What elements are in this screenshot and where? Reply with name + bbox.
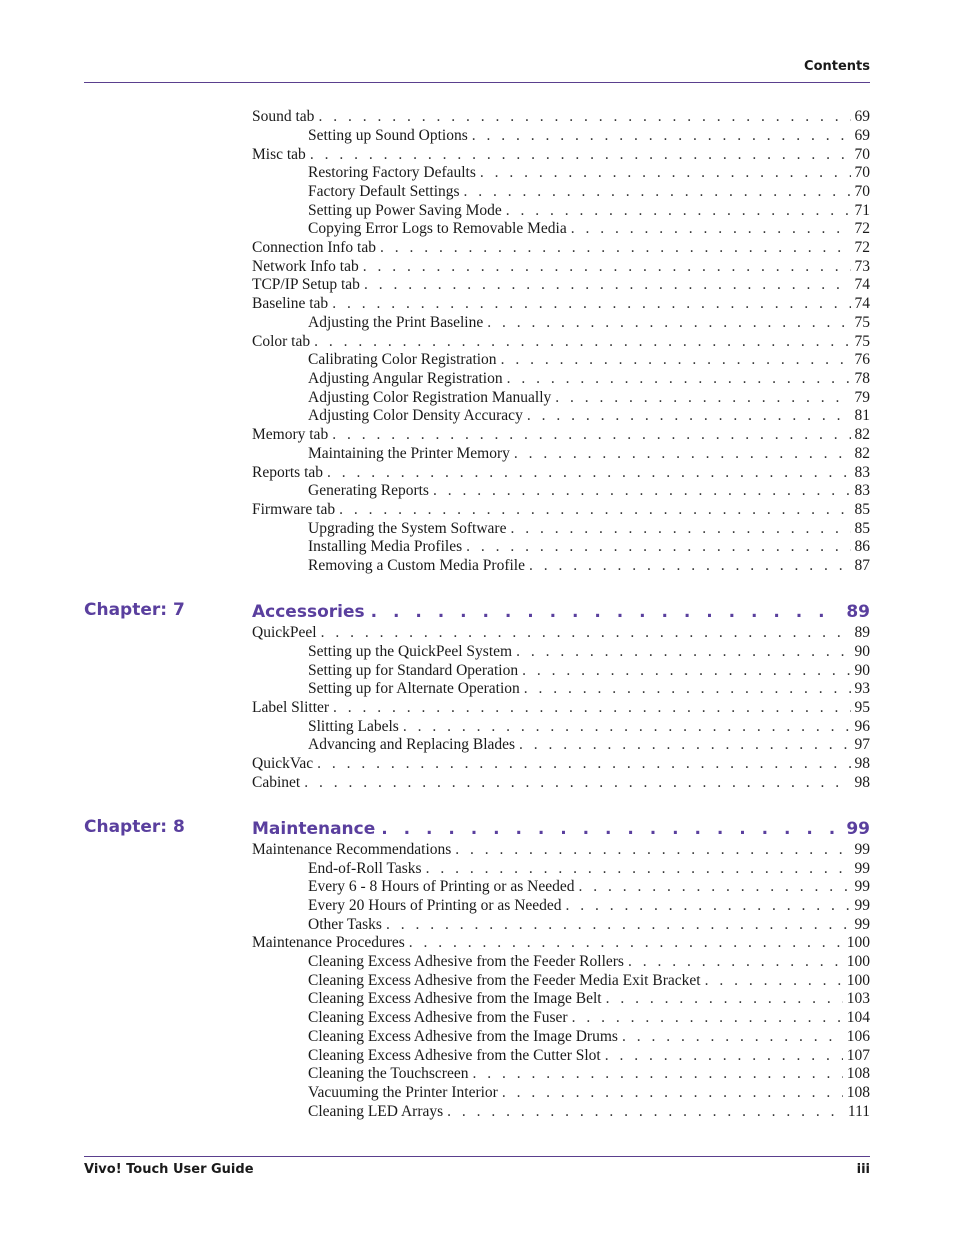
entry-title: Vacuuming the Printer Interior <box>308 1084 498 1101</box>
dot-leader <box>507 369 851 388</box>
entry-title: Firmware tab <box>252 501 336 518</box>
entry-page: 85 <box>854 501 870 518</box>
dot-leader <box>501 350 851 369</box>
entry-page: 70 <box>854 146 870 163</box>
entry-page: 99 <box>854 878 870 895</box>
entry-page: 99 <box>854 916 870 933</box>
footer-title: Vivo! Touch User Guide <box>84 1162 254 1177</box>
toc-subsection-entry[interactable] <box>308 989 870 1008</box>
entry-page: 107 <box>846 1047 870 1064</box>
entry-title: End-of-Roll Tasks <box>308 860 422 877</box>
entry-title: Calibrating Color Registration <box>308 351 497 368</box>
entry-page: 74 <box>854 295 870 312</box>
entry-title: Installing Media Profiles <box>308 538 463 555</box>
dot-leader <box>447 1102 844 1121</box>
dot-leader <box>510 519 850 538</box>
entry-page: 83 <box>854 464 870 481</box>
entry-title: Maintenance Procedures <box>252 934 405 951</box>
entry-page: 111 <box>847 1103 870 1120</box>
dot-leader <box>317 754 850 773</box>
entry-page: 72 <box>854 239 870 256</box>
dot-leader <box>464 182 851 201</box>
entry-page: 82 <box>854 445 870 462</box>
dot-leader <box>409 933 843 952</box>
toc-subsection-entry[interactable] <box>308 126 870 145</box>
entry-page: 100 <box>846 934 870 951</box>
entry-title: Setting up for Standard Operation <box>308 662 519 679</box>
toc-section-entry[interactable] <box>252 294 870 313</box>
entry-title: Generating Reports <box>308 482 429 499</box>
entry-title: Adjusting Color Registration Manually <box>308 389 552 406</box>
chapter-8-label: Chapter: 8 <box>84 817 185 837</box>
entry-page: 90 <box>854 643 870 660</box>
toc-subsection-entry[interactable] <box>308 201 870 220</box>
toc-subsection-entry[interactable] <box>308 556 870 575</box>
toc-subsection-entry[interactable] <box>308 1046 870 1065</box>
entry-title: Baseline tab <box>252 295 329 312</box>
entry-page: 86 <box>854 538 870 555</box>
toc-section-entry[interactable] <box>252 425 870 444</box>
dot-leader <box>487 313 850 332</box>
toc-subsection-entry[interactable] <box>308 1008 870 1027</box>
toc-subsection-entry[interactable] <box>308 859 870 878</box>
entry-title: Network Info tab <box>252 258 359 275</box>
toc-subsection-entry[interactable] <box>308 163 870 182</box>
toc-subsection-entry[interactable] <box>308 661 870 680</box>
dot-leader <box>506 201 851 220</box>
dot-leader <box>502 1083 843 1102</box>
toc-subsection-entry[interactable] <box>308 1027 870 1046</box>
toc-section-entry[interactable] <box>252 332 870 351</box>
toc-section-entry[interactable] <box>252 275 870 294</box>
toc-subsection-entry[interactable] <box>308 219 870 238</box>
dot-leader <box>524 679 851 698</box>
entry-title: Restoring Factory Defaults <box>308 164 476 181</box>
toc-subsection-entry[interactable] <box>308 350 870 369</box>
entry-page: 104 <box>846 1009 870 1026</box>
entry-title: Maintaining the Printer Memory <box>308 445 510 462</box>
dot-leader <box>529 556 851 575</box>
toc-subsection-entry[interactable] <box>308 735 870 754</box>
toc-section-entry[interactable] <box>252 623 870 642</box>
entry-page: 70 <box>854 183 870 200</box>
entry-page: 100 <box>846 972 870 989</box>
entry-page: 98 <box>854 774 870 791</box>
toc-subsection-entry[interactable] <box>308 519 870 538</box>
entry-title: Adjusting the Print Baseline <box>308 314 484 331</box>
entry-title: Cleaning Excess Adhesive from the Cutter Slot <box>308 1047 601 1064</box>
entry-page: 103 <box>846 990 870 1007</box>
toc-subsection-entry[interactable] <box>308 877 870 896</box>
dot-leader <box>371 600 843 624</box>
entry-page: 108 <box>846 1065 870 1082</box>
entry-title: Advancing and Replacing Blades <box>308 736 516 753</box>
toc-subsection-entry[interactable] <box>308 388 870 407</box>
toc-subsection-entry[interactable] <box>308 679 870 698</box>
entry-title: Cleaning Excess Adhesive from the Image Belt <box>308 990 602 1007</box>
entry-title: QuickPeel <box>252 624 317 641</box>
dot-leader <box>332 425 850 444</box>
entry-title: Removing a Custom Media Profile <box>308 557 525 574</box>
entry-title: Cabinet <box>252 774 301 791</box>
entry-title: Cleaning LED Arrays <box>308 1103 444 1120</box>
toc-subsection-entry[interactable] <box>308 971 870 990</box>
dot-leader <box>572 1008 843 1027</box>
entry-page: 89 <box>854 624 870 641</box>
entry-page: 97 <box>854 736 870 753</box>
dot-leader <box>339 500 850 519</box>
entry-page: 85 <box>854 520 870 537</box>
entry-title: Every 6 - 8 Hours of Printing or as Needed <box>308 878 575 895</box>
entry-page: 96 <box>854 718 870 735</box>
dot-leader <box>310 145 851 164</box>
entry-title: Upgrading the System Software <box>308 520 507 537</box>
entry-page: 71 <box>854 202 870 219</box>
entry-title: Copying Error Logs to Removable Media <box>308 220 567 237</box>
entry-title: Adjusting Color Density Accuracy <box>308 407 523 424</box>
entry-title: Setting up Sound Options <box>308 127 468 144</box>
entry-title: Adjusting Angular Registration <box>308 370 503 387</box>
dot-leader <box>426 859 851 878</box>
entry-title: Reports tab <box>252 464 324 481</box>
dot-leader <box>628 952 843 971</box>
entry-title: Setting up Power Saving Mode <box>308 202 502 219</box>
toc-subsection-entry[interactable] <box>308 406 870 425</box>
entry-page: 72 <box>854 220 870 237</box>
dot-leader <box>386 915 851 934</box>
dot-leader <box>519 735 850 754</box>
footer-rule <box>84 1156 870 1157</box>
entry-title: Color tab <box>252 333 311 350</box>
chapter-page: 99 <box>846 819 870 839</box>
entry-page: 70 <box>854 164 870 181</box>
toc-section-entry[interactable] <box>252 145 870 164</box>
toc-subsection-entry[interactable] <box>308 1064 870 1083</box>
toc-subsection-entry[interactable] <box>308 952 870 971</box>
toc-subsection-entry[interactable] <box>308 642 870 661</box>
entry-page: 73 <box>854 258 870 275</box>
dot-leader <box>333 698 850 717</box>
entry-page: 69 <box>854 127 870 144</box>
entry-title: Slitting Labels <box>308 718 399 735</box>
footer-page-number: iii <box>856 1162 870 1177</box>
entry-page: 95 <box>854 699 870 716</box>
entry-page: 78 <box>854 370 870 387</box>
dot-leader <box>605 1046 843 1065</box>
entry-page: 69 <box>854 108 870 125</box>
dot-leader <box>578 877 850 896</box>
entry-title: Connection Info tab <box>252 239 376 256</box>
dot-leader <box>622 1027 843 1046</box>
dot-leader <box>527 406 851 425</box>
dot-leader <box>480 163 851 182</box>
toc-subsection-entry[interactable] <box>308 537 870 556</box>
dot-leader <box>321 623 851 642</box>
entry-page: 83 <box>854 482 870 499</box>
dot-leader <box>516 642 850 661</box>
dot-leader <box>380 238 851 257</box>
dot-leader <box>318 107 850 126</box>
entry-title: Cleaning Excess Adhesive from the Fuser <box>308 1009 568 1026</box>
entry-page: 76 <box>854 351 870 368</box>
toc-section-entry[interactable] <box>252 754 870 773</box>
toc-section-entry[interactable] <box>252 463 870 482</box>
entry-page: 75 <box>854 333 870 350</box>
dot-leader <box>433 481 851 500</box>
entry-title: QuickVac <box>252 755 314 772</box>
entry-page: 99 <box>854 841 870 858</box>
running-header: Contents <box>804 59 870 74</box>
toc-section-entry[interactable] <box>252 257 870 276</box>
toc-subsection-entry[interactable] <box>308 182 870 201</box>
dot-leader <box>314 332 850 351</box>
entry-page: 82 <box>854 426 870 443</box>
dot-leader <box>327 463 850 482</box>
chapter-8-entry[interactable] <box>252 817 870 841</box>
entry-page: 79 <box>854 389 870 406</box>
entry-page: 90 <box>854 662 870 679</box>
entry-page: 106 <box>846 1028 870 1045</box>
entry-title: Every 20 Hours of Printing or as Needed <box>308 897 562 914</box>
dot-leader <box>364 275 851 294</box>
dot-leader <box>571 219 851 238</box>
entry-title: Factory Default Settings <box>308 183 460 200</box>
dot-leader <box>403 717 851 736</box>
dot-leader <box>472 1064 842 1083</box>
toc-subsection-entry[interactable] <box>308 481 870 500</box>
dot-leader <box>522 661 850 680</box>
entry-page: 99 <box>854 860 870 877</box>
toc-subsection-entry[interactable] <box>308 369 870 388</box>
entry-page: 74 <box>854 276 870 293</box>
toc-section-entry[interactable] <box>252 500 870 519</box>
toc-section-entry[interactable] <box>252 238 870 257</box>
toc-subsection-entry[interactable] <box>308 313 870 332</box>
toc-subsection-entry[interactable] <box>308 896 870 915</box>
entry-title: Cleaning the Touchscreen <box>308 1065 469 1082</box>
entry-title: Setting up for Alternate Operation <box>308 680 520 697</box>
dot-leader <box>363 257 851 276</box>
entry-title: Cleaning Excess Adhesive from the Feeder Media Exit Bracket <box>308 972 701 989</box>
entry-page: 100 <box>846 953 870 970</box>
dot-leader <box>455 840 850 859</box>
entry-page: 93 <box>854 680 870 697</box>
chapter-7-entry[interactable] <box>252 600 870 624</box>
entry-title: Sound tab <box>252 108 315 125</box>
toc-subsection-entry[interactable] <box>308 915 870 934</box>
entry-title: Memory tab <box>252 426 329 443</box>
toc-section-entry[interactable] <box>252 933 870 952</box>
toc-subsection-entry[interactable] <box>308 1083 870 1102</box>
chapter-page: 89 <box>846 602 870 622</box>
chapter-7-label: Chapter: 7 <box>84 600 185 620</box>
chapter-title: Maintenance <box>252 819 376 839</box>
entry-page: 75 <box>854 314 870 331</box>
entry-title: Misc tab <box>252 146 306 163</box>
toc-subsection-entry[interactable] <box>308 717 870 736</box>
entry-title: Label Slitter <box>252 699 330 716</box>
toc-subsection-entry[interactable] <box>308 1102 870 1121</box>
entry-page: 98 <box>854 755 870 772</box>
toc-section-entry[interactable] <box>252 773 870 792</box>
header-rule <box>84 82 870 83</box>
dot-leader <box>606 989 843 1008</box>
dot-leader <box>705 971 843 990</box>
entry-title: Cleaning Excess Adhesive from the Image Drums <box>308 1028 618 1045</box>
dot-leader <box>381 817 842 841</box>
toc-subsection-entry[interactable] <box>308 444 870 463</box>
entry-page: 81 <box>854 407 870 424</box>
toc-section-entry[interactable] <box>252 107 870 126</box>
toc-section-entry[interactable] <box>252 698 870 717</box>
dot-leader <box>514 444 851 463</box>
dot-leader <box>332 294 850 313</box>
entry-title: TCP/IP Setup tab <box>252 276 360 293</box>
dot-leader <box>472 126 851 145</box>
entry-page: 99 <box>854 897 870 914</box>
entry-page: 87 <box>854 557 870 574</box>
entry-title: Maintenance Recommendations <box>252 841 452 858</box>
chapter-title: Accessories <box>252 602 365 622</box>
dot-leader <box>566 896 851 915</box>
dot-leader <box>466 537 850 556</box>
toc-section-entry[interactable] <box>252 840 870 859</box>
entry-page: 108 <box>846 1084 870 1101</box>
entry-title: Other Tasks <box>308 916 382 933</box>
dot-leader <box>304 773 850 792</box>
entry-title: Setting up the QuickPeel System <box>308 643 513 660</box>
dot-leader <box>555 388 850 407</box>
entry-title: Cleaning Excess Adhesive from the Feeder Rollers <box>308 953 624 970</box>
